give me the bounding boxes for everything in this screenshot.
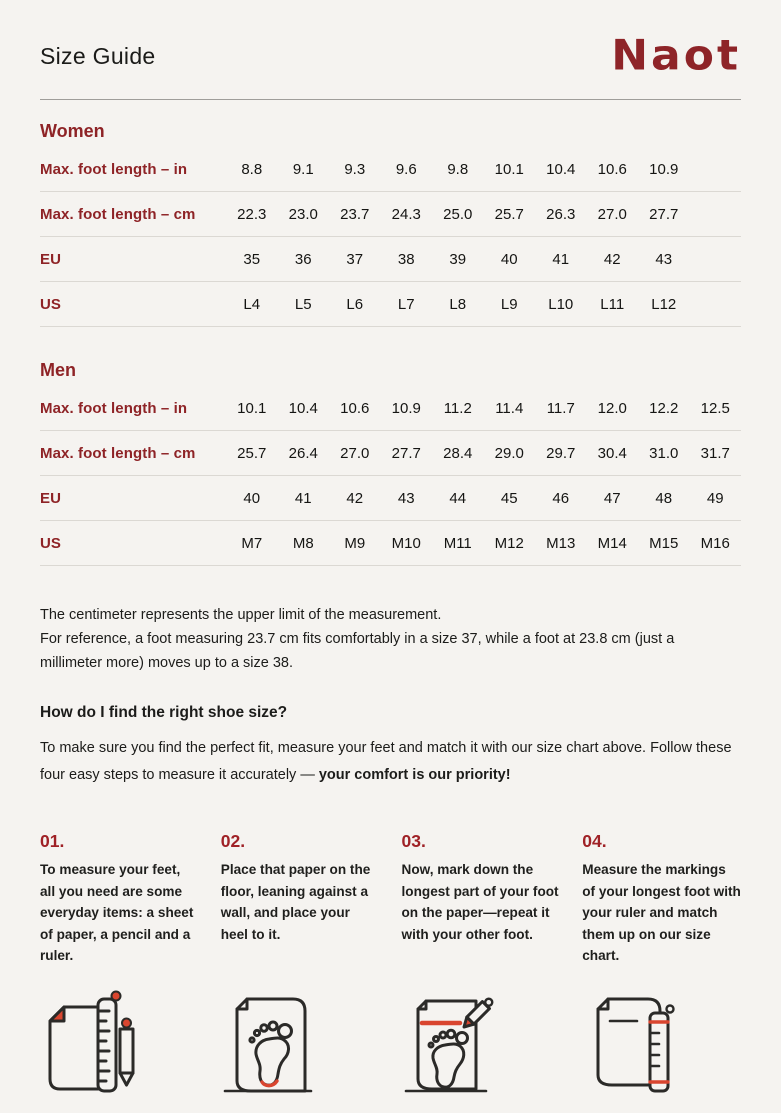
page-title: Size Guide bbox=[40, 42, 156, 69]
table-cell: 10.4 bbox=[546, 160, 576, 178]
women-heading: Women bbox=[40, 121, 105, 141]
row-label: Max. foot length – in bbox=[40, 399, 188, 417]
note-line: For reference, a foot measuring 23.7 cm fits comfortably in a size 37, while a foot at 23.8 cm (just a millimeter more) moves up to a size 38. bbox=[40, 631, 675, 671]
table-cell: 36 bbox=[294, 250, 312, 268]
howto-heading: How do I find the right shoe size? bbox=[40, 704, 288, 721]
note-line: The centimeter represents the upper limit of the measurement. bbox=[40, 607, 442, 623]
howto-body bbox=[40, 735, 741, 788]
measurement-notes bbox=[40, 603, 741, 675]
men-size-table bbox=[40, 360, 741, 566]
table-row bbox=[40, 147, 741, 192]
table-cell: 27.7 bbox=[391, 444, 421, 462]
table-cell: 25.7 bbox=[237, 444, 267, 462]
table-cell: L5 bbox=[294, 295, 312, 313]
table-cell: 26.3 bbox=[546, 205, 576, 223]
step-2 bbox=[221, 831, 380, 967]
table-cell: M11 bbox=[443, 534, 472, 552]
table-cell: 41 bbox=[294, 489, 312, 507]
table-cell: 10.6 bbox=[340, 399, 370, 417]
step-4 bbox=[582, 831, 741, 967]
table-cell: M12 bbox=[494, 534, 524, 552]
table-cell: M9 bbox=[344, 534, 366, 552]
table-cell: 39 bbox=[449, 250, 467, 268]
measure-ruler-icon bbox=[582, 985, 686, 1113]
table-cell: 27.0 bbox=[340, 444, 370, 462]
table-cell: 9.3 bbox=[344, 160, 366, 178]
header-divider bbox=[40, 99, 741, 100]
table-cell: 46 bbox=[552, 489, 570, 507]
howto-body-text: To make sure you find the perfect fit, measure your feet and match it with our size chart above. Follow these four easy steps to measure it accurately — bbox=[40, 740, 732, 783]
table-cell: M13 bbox=[546, 534, 576, 552]
header bbox=[40, 0, 741, 78]
step-number: 04. bbox=[582, 831, 607, 851]
paper-footprint-floor-icon bbox=[221, 985, 325, 1113]
step-text: Measure the markings of your longest foot with your ruler and match them up on our size chart. bbox=[582, 862, 741, 964]
table-cell: 43 bbox=[655, 250, 673, 268]
table-cell: 10.9 bbox=[391, 399, 421, 417]
table-cell: 10.4 bbox=[288, 399, 318, 417]
howto-body-bold: your comfort is our priority! bbox=[318, 766, 511, 783]
table-cell: 10.1 bbox=[237, 399, 267, 417]
table-cell: 28.4 bbox=[443, 444, 473, 462]
table-cell: 47 bbox=[603, 489, 621, 507]
row-label: Max. foot length – in bbox=[40, 160, 188, 178]
table-cell: 30.4 bbox=[597, 444, 627, 462]
table-cell: 31.0 bbox=[649, 444, 679, 462]
table-cell: 9.6 bbox=[395, 160, 417, 178]
row-label: EU bbox=[40, 250, 62, 268]
table-cell: L8 bbox=[449, 295, 467, 313]
table-cell: 11.4 bbox=[495, 399, 524, 417]
row-label: US bbox=[40, 534, 62, 552]
table-cell: 41 bbox=[552, 250, 570, 268]
table-cell: 49 bbox=[706, 489, 724, 507]
row-label: Max. foot length – cm bbox=[40, 205, 196, 223]
table-row bbox=[40, 386, 741, 431]
table-cell: 9.1 bbox=[292, 160, 314, 178]
table-cell: 24.3 bbox=[391, 205, 421, 223]
table-cell: L11 bbox=[600, 295, 625, 313]
step-1 bbox=[40, 831, 199, 967]
table-cell: 23.0 bbox=[288, 205, 318, 223]
measuring-steps bbox=[40, 831, 741, 967]
table-cell: 10.6 bbox=[597, 160, 627, 178]
table-cell: 44 bbox=[449, 489, 467, 507]
table-cell: 25.7 bbox=[494, 205, 524, 223]
table-cell: 27.0 bbox=[597, 205, 627, 223]
table-cell: 26.4 bbox=[288, 444, 318, 462]
table-cell: 12.2 bbox=[649, 399, 679, 417]
table-cell: L6 bbox=[346, 295, 364, 313]
table-cell: 35 bbox=[243, 250, 261, 268]
table-cell: 8.8 bbox=[241, 160, 263, 178]
table-cell: 42 bbox=[603, 250, 621, 268]
men-heading: Men bbox=[40, 360, 76, 380]
naot-logo: Naot bbox=[611, 31, 741, 80]
table-cell: 42 bbox=[346, 489, 364, 507]
table-row bbox=[40, 476, 741, 521]
table-row bbox=[40, 521, 741, 566]
table-cell: M10 bbox=[391, 534, 421, 552]
table-cell: L4 bbox=[243, 295, 261, 313]
table-cell: 12.5 bbox=[700, 399, 730, 417]
table-cell: M14 bbox=[597, 534, 627, 552]
table-cell: 9.8 bbox=[447, 160, 469, 178]
women-size-table bbox=[40, 121, 741, 327]
step-text: Now, mark down the longest part of your foot on the paper—repeat it with your other foot. bbox=[401, 862, 559, 942]
row-label: US bbox=[40, 295, 62, 313]
table-cell: M16 bbox=[700, 534, 730, 552]
table-row bbox=[40, 431, 741, 476]
table-cell: 48 bbox=[655, 489, 673, 507]
mark-foot-pencil-icon bbox=[402, 985, 506, 1113]
table-cell: 12.0 bbox=[597, 399, 627, 417]
table-cell: 29.7 bbox=[546, 444, 576, 462]
step-text: Place that paper on the floor, leaning against a wall, and place your heel to it. bbox=[220, 862, 371, 942]
table-cell: 10.9 bbox=[649, 160, 679, 178]
table-cell: M15 bbox=[649, 534, 679, 552]
paper-ruler-pencil-icon bbox=[40, 985, 144, 1113]
table-cell: 38 bbox=[397, 250, 415, 268]
table-cell: 31.7 bbox=[700, 444, 730, 462]
row-label: Max. foot length – cm bbox=[40, 444, 196, 462]
table-row bbox=[40, 237, 741, 282]
table-cell: 27.7 bbox=[649, 205, 679, 223]
table-cell: 37 bbox=[346, 250, 364, 268]
step-number: 02. bbox=[220, 831, 246, 851]
table-cell: 11.7 bbox=[546, 399, 575, 417]
table-cell: 40 bbox=[500, 250, 518, 268]
table-cell: 25.0 bbox=[443, 205, 473, 223]
table-row bbox=[40, 282, 741, 327]
table-cell: 45 bbox=[500, 489, 518, 507]
table-cell: 29.0 bbox=[494, 444, 524, 462]
table-cell: 10.1 bbox=[494, 160, 524, 178]
table-cell: M8 bbox=[292, 534, 314, 552]
table-cell: 22.3 bbox=[237, 205, 267, 223]
step-icons bbox=[40, 985, 741, 1113]
step-number: 01. bbox=[40, 831, 65, 851]
table-cell: L12 bbox=[651, 295, 677, 313]
table-cell: L10 bbox=[548, 295, 574, 313]
table-cell: 23.7 bbox=[340, 205, 370, 223]
table-row bbox=[40, 192, 741, 237]
table-cell: 40 bbox=[243, 489, 261, 507]
table-cell: L9 bbox=[500, 295, 518, 313]
table-cell: L7 bbox=[397, 295, 415, 313]
step-text: To measure your feet, all you need are some everyday items: a sheet of paper, a pencil and a ruler. bbox=[40, 862, 194, 964]
step-number: 03. bbox=[401, 831, 426, 851]
row-label: EU bbox=[40, 489, 62, 507]
table-cell: 43 bbox=[397, 489, 415, 507]
table-cell: 11.2 bbox=[443, 399, 472, 417]
table-cell: M7 bbox=[241, 534, 263, 552]
step-3 bbox=[402, 831, 561, 967]
